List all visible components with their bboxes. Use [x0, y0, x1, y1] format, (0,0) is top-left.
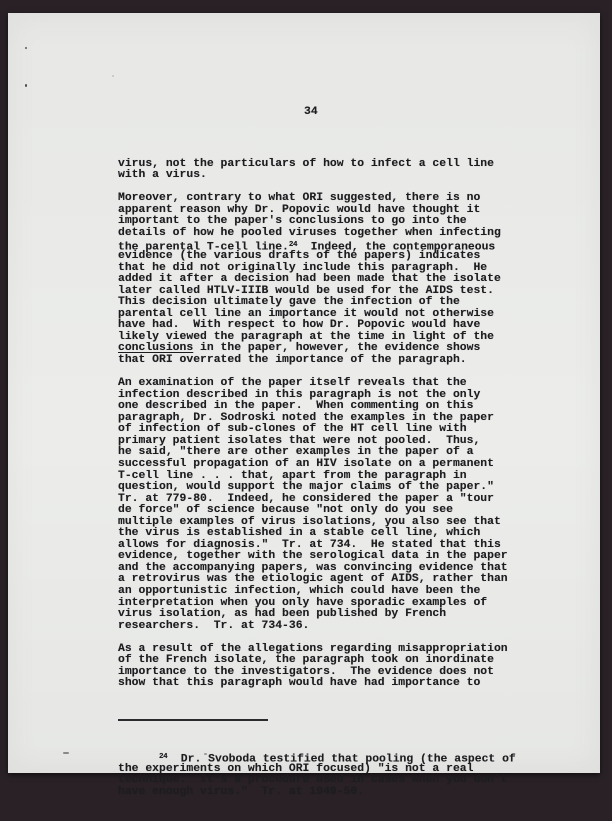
text-line: virus isolation, as had been published by French	[118, 608, 447, 621]
text-line: importance to the investigators. The evidence does not	[118, 665, 494, 678]
text-line: researchers. Tr. at 734-36.	[118, 619, 310, 632]
document-body	[118, 159, 538, 690]
text-line: details of how he pooled viruses together when infecting	[118, 227, 501, 240]
text-line: the experiments on which ORI focused) "is not a real	[118, 762, 474, 775]
text-line: virus, not the particulars of how to infect a cell line	[118, 157, 494, 170]
text-line: have had. With respect to how Dr. Popovic would have	[118, 319, 481, 332]
paper-speck	[25, 84, 27, 87]
text-line: conclusions in the paper, however, the evidence shows	[118, 342, 481, 355]
text-line: T-cell line . . . that, apart from the paragraph in	[118, 469, 467, 482]
paper-speck	[25, 47, 27, 49]
text-line: the parental T-cell line.$^{24}$ Indeed, the contemporaneous	[118, 240, 496, 254]
paragraph	[118, 159, 538, 182]
text-line: have enough virus." Tr. at 1949-50.	[118, 785, 365, 798]
text-line: an opportunistic infection, which could have been the	[118, 584, 481, 597]
text-line: multiple examples of virus isolations, you also see that	[118, 515, 501, 528]
text-line: with a virus.	[118, 169, 207, 182]
text-line: important to the paper's conclusions to go into the	[118, 215, 467, 228]
text-line: allows for diagnosis." Tr. at 734. He stated that this	[118, 538, 501, 551]
text-line: later called HTLV-IIIB would be used for the AIDS test.	[118, 284, 494, 297]
page-number: 34	[304, 106, 318, 119]
text-line: parental cell line an importance it would not otherwise	[118, 307, 494, 320]
paragraph	[118, 378, 538, 632]
text-line: paragraph, Dr. Sodroski noted the examples in the paper	[118, 411, 494, 424]
text-line: technique. It's a procedure used in cases when you don't	[118, 774, 508, 787]
text-line: that he did not originally include this paragraph. He	[118, 261, 488, 274]
footnote-divider	[118, 719, 268, 721]
text-line: An examination of the paper itself reveals that the	[118, 377, 467, 390]
text-line: apparent reason why Dr. Popovic would have thought it	[118, 203, 481, 216]
text-line: added it after a decision had been made that the isolate	[118, 273, 501, 286]
text-line: de force" of science because "not only do you see	[118, 504, 453, 517]
text-line: evidence, together with the serological data in the paper	[118, 550, 508, 563]
paper-speck	[112, 75, 114, 77]
text-line: primary patient isolates that were not pooled. Thus,	[118, 434, 481, 447]
document-content	[118, 84, 538, 821]
text-line: and the accompanying papers, was convincing evidence that	[118, 561, 508, 574]
text-line: infection described in this paragraph is not the only	[118, 388, 481, 401]
paragraph	[118, 193, 538, 366]
text-line: successful propagation of an HIV isolate on a permanent	[118, 457, 494, 470]
document-page	[8, 13, 600, 798]
text-line: Moreover, contrary to what ORI suggested, there is no	[118, 192, 481, 205]
text-line: one described in the paper. When commenting on this	[118, 400, 474, 413]
text-line: question, would support the major claims of the paper."	[118, 481, 494, 494]
text-line: he said, "there are other examples in the paper of a	[118, 446, 474, 459]
footnote	[118, 752, 538, 798]
text-line: This decision ultimately gave the infection of the	[118, 296, 460, 309]
text-line: of infection of sub-clones of the HT cell line with	[118, 423, 467, 436]
text-line: likely viewed the paragraph at the time in light of the	[118, 330, 494, 343]
text-line: a retrovirus was the etiologic agent of AIDS, rather than	[118, 573, 508, 586]
text-line: interpretation when you only have sporadic examples of	[118, 596, 488, 609]
text-line: $^{24}$ Dr. Svoboda testified that pooling (the aspect of	[159, 753, 516, 766]
text-line: the virus is established in a stable cell line, which	[118, 527, 481, 540]
text-line: that ORI overrated the importance of the paragraph.	[118, 354, 467, 367]
text-line: As a result of the allegations regarding misappropriation	[118, 642, 508, 655]
text-line: evidence (the various drafts of the papers) indicates	[118, 250, 481, 263]
text-line: of the French isolate, the paragraph took on inordinate	[118, 654, 494, 667]
text-line: show that this paragraph would have had importance to	[118, 677, 481, 690]
paper-mark	[63, 752, 69, 754]
text-line: Tr. at 779-80. Indeed, he considered the paper a "tour	[118, 492, 494, 505]
paragraph	[118, 644, 538, 690]
